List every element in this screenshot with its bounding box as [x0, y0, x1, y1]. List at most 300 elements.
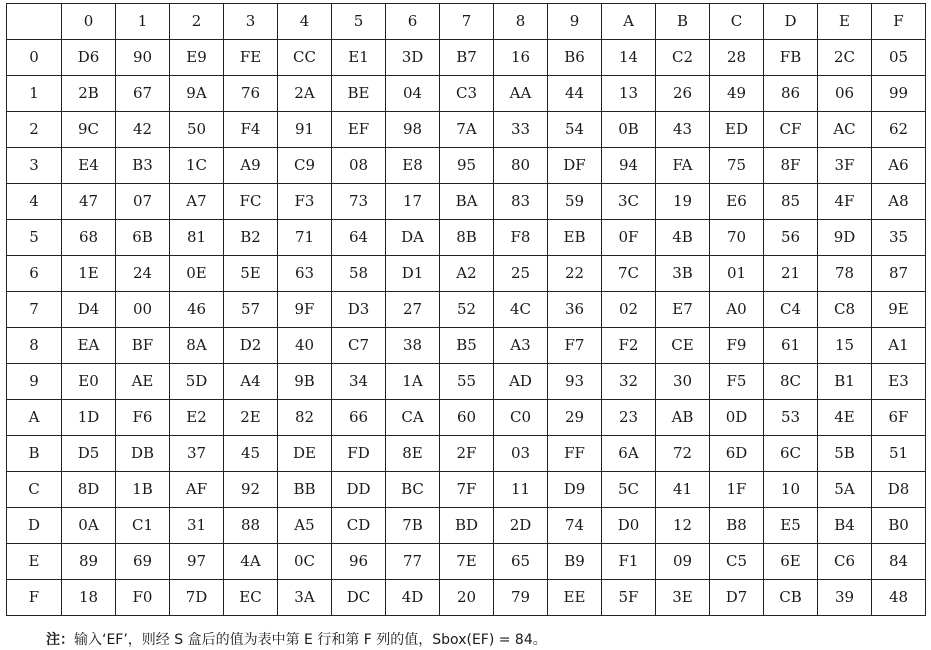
table-cell: 89	[62, 544, 116, 580]
table-cell: 3A	[278, 580, 332, 616]
table-cell: 37	[170, 436, 224, 472]
table-cell: 4C	[494, 292, 548, 328]
table-row	[7, 364, 926, 400]
table-cell: 64	[332, 220, 386, 256]
row-header: A	[7, 400, 62, 436]
table-row	[7, 256, 926, 292]
table-cell: 53	[764, 400, 818, 436]
column-header-6: 6	[386, 4, 440, 40]
table-cell: A6	[872, 148, 926, 184]
table-cell: 40	[278, 328, 332, 364]
table-cell: C5	[710, 544, 764, 580]
table-cell: 29	[548, 400, 602, 436]
table-cell: 9E	[872, 292, 926, 328]
table-cell: 30	[656, 364, 710, 400]
table-cell: DC	[332, 580, 386, 616]
table-cell: 8B	[440, 220, 494, 256]
table-cell: BA	[440, 184, 494, 220]
table-cell: B3	[116, 148, 170, 184]
table-cell: 0C	[278, 544, 332, 580]
table-cell: F5	[710, 364, 764, 400]
table-cell: 72	[656, 436, 710, 472]
table-cell: F1	[602, 544, 656, 580]
table-cell: 1F	[710, 472, 764, 508]
table-row	[7, 328, 926, 364]
table-cell: D1	[386, 256, 440, 292]
table-cell: E1	[332, 40, 386, 76]
table-cell: 5B	[818, 436, 872, 472]
table-cell: 47	[62, 184, 116, 220]
table-cell: FB	[764, 40, 818, 76]
table-cell: 16	[494, 40, 548, 76]
table-cell: 24	[116, 256, 170, 292]
table-cell: 06	[818, 76, 872, 112]
column-header-5: 5	[332, 4, 386, 40]
table-cell: 97	[170, 544, 224, 580]
table-cell: 8F	[764, 148, 818, 184]
table-cell: E2	[170, 400, 224, 436]
table-cell: 04	[386, 76, 440, 112]
table-cell: 9B	[278, 364, 332, 400]
table-row	[7, 544, 926, 580]
table-cell: E7	[656, 292, 710, 328]
row-header: 0	[7, 40, 62, 76]
table-cell: D9	[548, 472, 602, 508]
table-cell: 15	[818, 328, 872, 364]
table-cell: 6E	[764, 544, 818, 580]
table-cell: A7	[170, 184, 224, 220]
column-header-10: A	[602, 4, 656, 40]
table-cell: 7D	[170, 580, 224, 616]
table-row	[7, 184, 926, 220]
table-cell: 09	[656, 544, 710, 580]
table-cell: D5	[62, 436, 116, 472]
table-cell: 19	[656, 184, 710, 220]
table-row	[7, 472, 926, 508]
table-cell: 2B	[62, 76, 116, 112]
table-cell: E4	[62, 148, 116, 184]
table-cell: 44	[548, 76, 602, 112]
table-cell: 42	[116, 112, 170, 148]
table-cell: 32	[602, 364, 656, 400]
table-cell: 8D	[62, 472, 116, 508]
table-cell: A9	[224, 148, 278, 184]
table-cell: 5D	[170, 364, 224, 400]
table-cell: D8	[872, 472, 926, 508]
table-cell: DB	[116, 436, 170, 472]
table-cell: 6B	[116, 220, 170, 256]
table-cell: A0	[710, 292, 764, 328]
table-row	[7, 76, 926, 112]
table-cell: 3D	[386, 40, 440, 76]
table-cell: 87	[872, 256, 926, 292]
table-cell: 5A	[818, 472, 872, 508]
table-cell: 45	[224, 436, 278, 472]
table-cell: 4E	[818, 400, 872, 436]
table-cell: 7E	[440, 544, 494, 580]
table-cell: 02	[602, 292, 656, 328]
table-cell: CD	[332, 508, 386, 544]
table-cell: BE	[332, 76, 386, 112]
column-header-15: F	[872, 4, 926, 40]
column-header-4: 4	[278, 4, 332, 40]
row-header: 8	[7, 328, 62, 364]
table-cell: 82	[278, 400, 332, 436]
table-cell: 4A	[224, 544, 278, 580]
table-cell: 5E	[224, 256, 278, 292]
table-cell: 98	[386, 112, 440, 148]
table-row	[7, 112, 926, 148]
table-cell: 57	[224, 292, 278, 328]
table-cell: 12	[656, 508, 710, 544]
table-cell: FD	[332, 436, 386, 472]
table-cell: C8	[818, 292, 872, 328]
table-cell: 33	[494, 112, 548, 148]
table-cell: C1	[116, 508, 170, 544]
row-header: 5	[7, 220, 62, 256]
table-cell: E5	[764, 508, 818, 544]
table-cell: B8	[710, 508, 764, 544]
table-cell: D6	[62, 40, 116, 76]
column-header-8: 8	[494, 4, 548, 40]
table-cell: 2F	[440, 436, 494, 472]
table-cell: 08	[332, 148, 386, 184]
table-cell: 31	[170, 508, 224, 544]
table-cell: E8	[386, 148, 440, 184]
table-cell: 61	[764, 328, 818, 364]
table-cell: 94	[602, 148, 656, 184]
table-cell: 0A	[62, 508, 116, 544]
table-cell: 7A	[440, 112, 494, 148]
table-cell: AB	[656, 400, 710, 436]
table-row	[7, 436, 926, 472]
table-cell: F8	[494, 220, 548, 256]
table-cell: 25	[494, 256, 548, 292]
row-header: 4	[7, 184, 62, 220]
table-cell: 51	[872, 436, 926, 472]
table-cell: 6A	[602, 436, 656, 472]
table-cell: DE	[278, 436, 332, 472]
table-row	[7, 400, 926, 436]
table-cell: 63	[278, 256, 332, 292]
table-cell: 99	[872, 76, 926, 112]
table-cell: C6	[818, 544, 872, 580]
table-row	[7, 220, 926, 256]
table-cell: 4F	[818, 184, 872, 220]
table-cell: 41	[656, 472, 710, 508]
table-cell: A8	[872, 184, 926, 220]
table-cell: E3	[872, 364, 926, 400]
table-cell: E0	[62, 364, 116, 400]
row-header: D	[7, 508, 62, 544]
table-cell: 58	[332, 256, 386, 292]
table-cell: 5C	[602, 472, 656, 508]
table-cell: 50	[170, 112, 224, 148]
table-cell: 85	[764, 184, 818, 220]
table-cell: 49	[710, 76, 764, 112]
column-header-12: C	[710, 4, 764, 40]
table-cell: 8A	[170, 328, 224, 364]
table-cell: 84	[872, 544, 926, 580]
table-cell: 00	[116, 292, 170, 328]
table-cell: 05	[872, 40, 926, 76]
table-cell: 27	[386, 292, 440, 328]
table-cell: F6	[116, 400, 170, 436]
table-cell: D7	[710, 580, 764, 616]
table-cell: BF	[116, 328, 170, 364]
table-cell: AA	[494, 76, 548, 112]
table-cell: CE	[656, 328, 710, 364]
table-cell: 0F	[602, 220, 656, 256]
table-cell: C3	[440, 76, 494, 112]
table-cell: 03	[494, 436, 548, 472]
table-cell: C4	[764, 292, 818, 328]
table-cell: EE	[548, 580, 602, 616]
column-header-0: 0	[62, 4, 116, 40]
footnote	[46, 629, 547, 649]
table-cell: EB	[548, 220, 602, 256]
table-cell: 6F	[872, 400, 926, 436]
table-cell: 39	[818, 580, 872, 616]
table-cell: 62	[872, 112, 926, 148]
table-cell: 71	[278, 220, 332, 256]
row-header: 2	[7, 112, 62, 148]
table-cell: B2	[224, 220, 278, 256]
table-cell: 1D	[62, 400, 116, 436]
table-cell: 74	[548, 508, 602, 544]
footnote-text: 输入‘EF’，则经 S 盒后的值为表中第 E 行和第 F 列的值，Sbox(EF) = 84。	[74, 632, 547, 648]
table-cell: 66	[332, 400, 386, 436]
row-header: F	[7, 580, 62, 616]
table-cell: 17	[386, 184, 440, 220]
table-cell: 4B	[656, 220, 710, 256]
table-cell: 36	[548, 292, 602, 328]
table-cell: 18	[62, 580, 116, 616]
table-cell: B5	[440, 328, 494, 364]
table-cell: B9	[548, 544, 602, 580]
sbox-table-body	[7, 4, 926, 616]
table-cell: EF	[332, 112, 386, 148]
table-cell: F3	[278, 184, 332, 220]
table-cell: 9F	[278, 292, 332, 328]
table-cell: 1A	[386, 364, 440, 400]
column-header-1: 1	[116, 4, 170, 40]
table-cell: 7F	[440, 472, 494, 508]
table-cell: F4	[224, 112, 278, 148]
table-row	[7, 580, 926, 616]
table-cell: EC	[224, 580, 278, 616]
table-cell: 69	[116, 544, 170, 580]
table-cell: 6D	[710, 436, 764, 472]
table-cell: D4	[62, 292, 116, 328]
table-cell: CC	[278, 40, 332, 76]
table-cell: 3F	[818, 148, 872, 184]
table-cell: AF	[170, 472, 224, 508]
table-cell: 54	[548, 112, 602, 148]
table-cell: 2D	[494, 508, 548, 544]
column-header-7: 7	[440, 4, 494, 40]
table-cell: 21	[764, 256, 818, 292]
table-cell: AD	[494, 364, 548, 400]
table-cell: 26	[656, 76, 710, 112]
table-cell: CA	[386, 400, 440, 436]
table-cell: 60	[440, 400, 494, 436]
table-cell: 22	[548, 256, 602, 292]
table-cell: 07	[116, 184, 170, 220]
table-cell: 5F	[602, 580, 656, 616]
table-cell: 0D	[710, 400, 764, 436]
table-cell: CF	[764, 112, 818, 148]
table-cell: CB	[764, 580, 818, 616]
table-cell: 86	[764, 76, 818, 112]
table-cell: AE	[116, 364, 170, 400]
table-cell: 8E	[386, 436, 440, 472]
table-cell: 1B	[116, 472, 170, 508]
column-header-13: D	[764, 4, 818, 40]
table-cell: 92	[224, 472, 278, 508]
table-cell: F0	[116, 580, 170, 616]
table-cell: D0	[602, 508, 656, 544]
table-cell: 1C	[170, 148, 224, 184]
table-cell: 2C	[818, 40, 872, 76]
table-cell: 52	[440, 292, 494, 328]
table-cell: 90	[116, 40, 170, 76]
table-cell: 48	[872, 580, 926, 616]
row-header: 3	[7, 148, 62, 184]
table-row	[7, 292, 926, 328]
table-cell: 9C	[62, 112, 116, 148]
footnote-prefix: 注：	[46, 632, 74, 648]
table-cell: FE	[224, 40, 278, 76]
row-header: 7	[7, 292, 62, 328]
table-cell: 81	[170, 220, 224, 256]
table-cell: 01	[710, 256, 764, 292]
table-cell: 76	[224, 76, 278, 112]
table-cell: 91	[278, 112, 332, 148]
table-cell: 38	[386, 328, 440, 364]
table-cell: FC	[224, 184, 278, 220]
table-cell: 68	[62, 220, 116, 256]
table-cell: D3	[332, 292, 386, 328]
row-header: B	[7, 436, 62, 472]
table-cell: 79	[494, 580, 548, 616]
row-header: 9	[7, 364, 62, 400]
table-cell: 56	[764, 220, 818, 256]
table-cell: D2	[224, 328, 278, 364]
table-cell: F2	[602, 328, 656, 364]
table-cell: 6C	[764, 436, 818, 472]
table-cell: C2	[656, 40, 710, 76]
table-cell: 80	[494, 148, 548, 184]
table-cell: 14	[602, 40, 656, 76]
table-cell: 59	[548, 184, 602, 220]
table-cell: B1	[818, 364, 872, 400]
table-cell: A3	[494, 328, 548, 364]
table-cell: 43	[656, 112, 710, 148]
table-cell: 73	[332, 184, 386, 220]
column-header-9: 9	[548, 4, 602, 40]
table-cell: DD	[332, 472, 386, 508]
column-header-11: B	[656, 4, 710, 40]
column-header-3: 3	[224, 4, 278, 40]
table-cell: BB	[278, 472, 332, 508]
column-header-14: E	[818, 4, 872, 40]
table-cell: A5	[278, 508, 332, 544]
table-cell: 11	[494, 472, 548, 508]
table-cell: 28	[710, 40, 764, 76]
table-cell: 9A	[170, 76, 224, 112]
table-cell: 34	[332, 364, 386, 400]
table-cell: A1	[872, 328, 926, 364]
table-cell: 78	[818, 256, 872, 292]
table-cell: AC	[818, 112, 872, 148]
table-cell: 10	[764, 472, 818, 508]
row-header: E	[7, 544, 62, 580]
corner-cell	[7, 4, 62, 40]
table-cell: 3B	[656, 256, 710, 292]
table-cell: 0E	[170, 256, 224, 292]
table-cell: 1E	[62, 256, 116, 292]
table-cell: A2	[440, 256, 494, 292]
table-cell: F7	[548, 328, 602, 364]
table-cell: C7	[332, 328, 386, 364]
table-cell: 8C	[764, 364, 818, 400]
table-cell: 13	[602, 76, 656, 112]
table-cell: 96	[332, 544, 386, 580]
table-cell: 93	[548, 364, 602, 400]
table-cell: EA	[62, 328, 116, 364]
table-cell: 7C	[602, 256, 656, 292]
table-cell: 70	[710, 220, 764, 256]
table-cell: 83	[494, 184, 548, 220]
table-cell: 23	[602, 400, 656, 436]
table-cell: 3C	[602, 184, 656, 220]
table-cell: C0	[494, 400, 548, 436]
table-cell: 2E	[224, 400, 278, 436]
table-cell: F9	[710, 328, 764, 364]
table-cell: FF	[548, 436, 602, 472]
table-cell: FA	[656, 148, 710, 184]
table-cell: B7	[440, 40, 494, 76]
table-cell: E9	[170, 40, 224, 76]
row-header: C	[7, 472, 62, 508]
table-cell: 67	[116, 76, 170, 112]
table-cell: 20	[440, 580, 494, 616]
sbox-table	[6, 3, 926, 616]
table-row	[7, 40, 926, 76]
table-cell: 4D	[386, 580, 440, 616]
row-header: 6	[7, 256, 62, 292]
table-cell: BD	[440, 508, 494, 544]
table-cell: BC	[386, 472, 440, 508]
table-cell: ED	[710, 112, 764, 148]
table-cell: A4	[224, 364, 278, 400]
table-cell: 7B	[386, 508, 440, 544]
column-header-2: 2	[170, 4, 224, 40]
table-cell: 55	[440, 364, 494, 400]
table-row	[7, 148, 926, 184]
column-header-row	[7, 4, 926, 40]
table-cell: 2A	[278, 76, 332, 112]
table-cell: 0B	[602, 112, 656, 148]
row-header: 1	[7, 76, 62, 112]
table-cell: B4	[818, 508, 872, 544]
table-cell: C9	[278, 148, 332, 184]
table-cell: B6	[548, 40, 602, 76]
table-cell: 9D	[818, 220, 872, 256]
table-cell: 65	[494, 544, 548, 580]
table-cell: DA	[386, 220, 440, 256]
